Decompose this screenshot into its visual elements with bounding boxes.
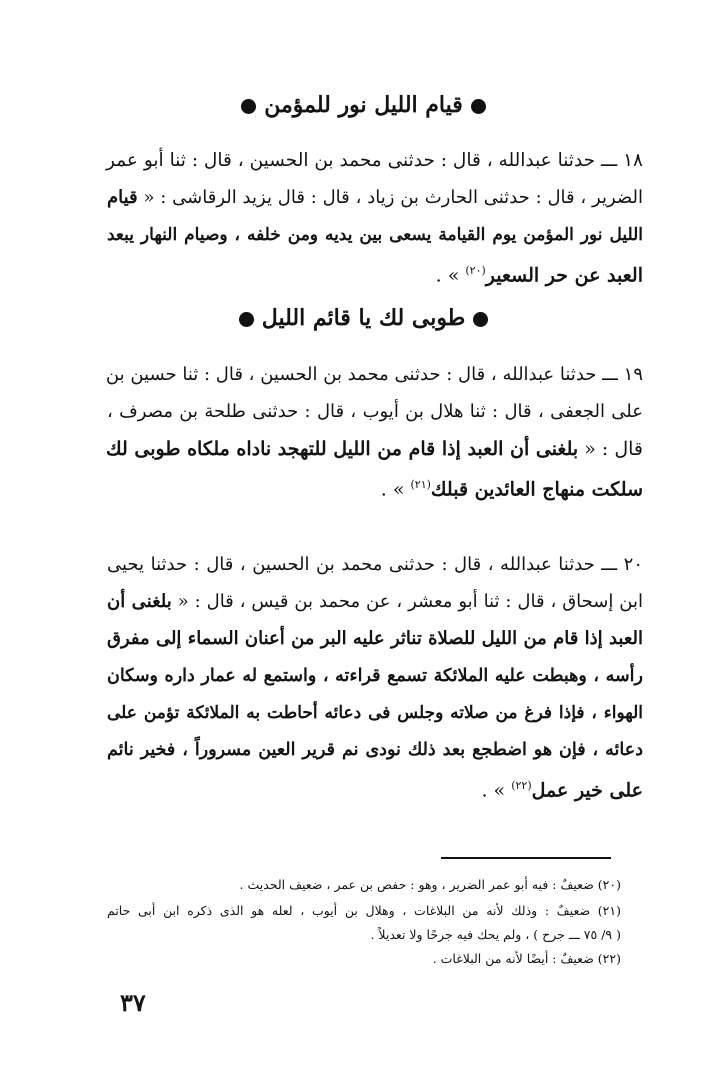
paragraph-18-line-2: الضرير ، قال : حدثنى الحارث بن زياد ، قال : قال يزيد الرقاشى : « قيام	[107, 187, 643, 208]
paragraph-19-line-2: على الجعفى ، قال : ثنا هلال بن أيوب ، قال : حدثنى طلحة بن مصرف ،	[107, 401, 643, 422]
page-number: ٣٧	[120, 988, 146, 1017]
paragraph-20-line-5: الهواء ، فإذا فرغ من صلاته وجلس فى دعائه أحاطت به الملائكة تؤمن على	[107, 703, 643, 723]
bullet-dot-icon	[239, 312, 254, 327]
paragraph-19-line-3: قال : « بلغنى أن العبد إذا قام من الليل للتهجد ناداه ملكاه طوبى لك	[106, 438, 643, 460]
paragraph-20-line-7: على خير عمل$^{(٢٢)}$ » .	[481, 779, 643, 802]
paragraph-20-line-6: دعائه ، فإن هو اضطجع بعد ذلك نودى نم قرير العين مسروراً ، فخير نائم	[107, 740, 643, 760]
section-heading-night-prayer-light	[0, 92, 727, 118]
bullet-dot-icon	[241, 99, 256, 114]
footnote-20: (٢٠) ضعيفٌ : فيه أبو عمر الضرير ، وهو : حفص بن عمر ، ضعيف الحديث .	[239, 877, 621, 892]
paragraph-20-line-4: رأسه ، وهبطت عليه الملائكة تسمع قراءته ، واستمع له عمار داره وسكان	[107, 666, 643, 686]
heading-text: قيام الليل نور للمؤمن	[264, 92, 463, 118]
footnote-21-line-2: ( ٩/ ٧٥ ـــ جرح ) ، ولم يحك فيه جرحًا ولا تعديلاً .	[370, 927, 621, 942]
paragraph-19-line-1: ١٩ ـــ حدثنا عبدالله ، قال : حدثنى محمد بن الحسين ، قال : ثنا حسين بن	[105, 364, 643, 385]
section-heading-blessed-night-riser	[0, 305, 727, 331]
paragraph-18-line-3: الليل نور المؤمن يوم القيامة يسعى بين يديه ومن خلفه ، وصيام النهار يبعد	[107, 225, 643, 245]
paragraph-18-line-1: ١٨ ـــ حدثنا عبدالله ، قال : حدثنى محمد بن الحسين ، قال : ثنا أبو عمر	[106, 150, 643, 171]
footnote-22: (٢٢) ضعيفٌ : أيضًا لأنه من البلاغات .	[432, 951, 621, 966]
paragraph-20-line-3: العبد إذا قام من الليل للصلاة تناثر عليه البر من أعنان السماء إلى مفرق	[107, 628, 643, 649]
footnote-ref-21: (٢١)	[410, 478, 431, 491]
heading-text: طوبى لك يا قائم الليل	[261, 305, 466, 331]
paragraph-20-line-1: ٢٠ ـــ حدثنا عبدالله ، قال : حدثنى محمد بن الحسين ، قال : حدثنا يحيى	[107, 554, 643, 575]
bullet-dot-icon	[473, 312, 488, 327]
paragraph-18-line-4: العبد عن حر السعير$^{(٢٠)}$ » .	[435, 264, 643, 287]
footnote-separator	[441, 857, 611, 859]
footnote-21-line-1: (٢١) ضعيفٌ : وذلك لأنه من البلاغات ، وهلال بن أيوب ، لعله هو الذى ذكره ابن أبى حاتم	[107, 903, 621, 918]
footnote-ref-20: (٢٠)	[465, 264, 486, 277]
paragraph-20-line-2: ابن إسحاق ، قال : ثنا أبو معشر ، عن محمد بن قيس ، قال : « بلغنى أن	[107, 591, 644, 612]
paragraph-19-line-4: سلكت منهاج العائدين قبلك$^{(٢١)}$ » .	[380, 478, 643, 501]
bullet-dot-icon	[471, 99, 486, 114]
footnote-ref-22: (٢٢)	[511, 779, 532, 792]
